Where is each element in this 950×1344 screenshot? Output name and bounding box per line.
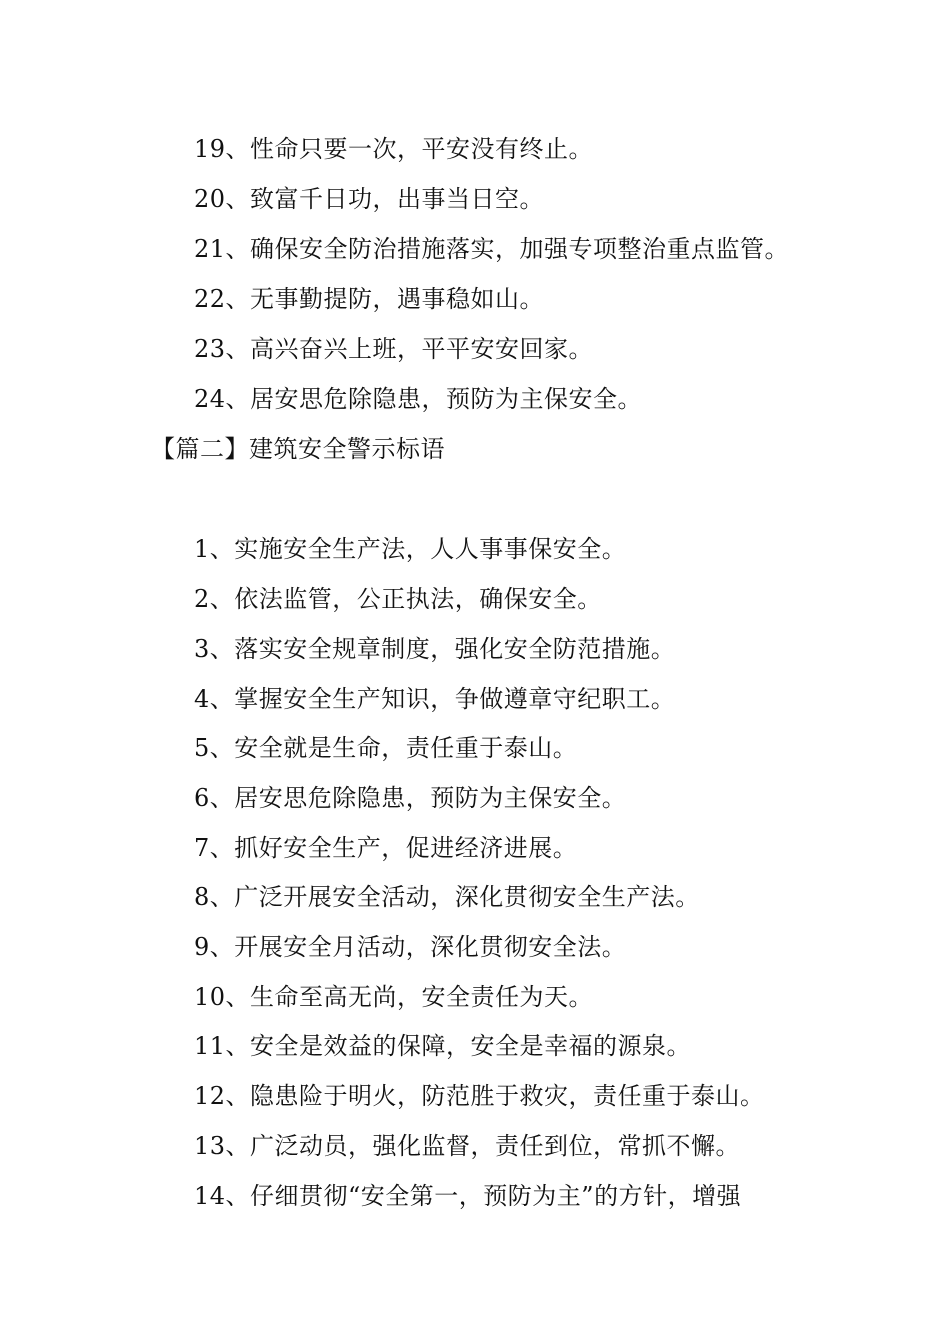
list-item: 23、高兴奋兴上班，平平安安回家。 [194, 335, 594, 363]
list-item: 7、抓好安全生产，促进经济进展。 [194, 834, 578, 862]
list-item: 19、性命只要一次，平安没有终止。 [194, 135, 594, 163]
list-item: 1、实施安全生产法，人人事事保安全。 [194, 535, 627, 563]
list-item: 5、安全就是生命，责任重于泰山。 [194, 734, 578, 762]
list-item: 10、生命至高无尚，安全责任为天。 [194, 983, 594, 1011]
list-item: 6、居安思危除隐患，预防为主保安全。 [194, 784, 627, 812]
list-item: 20、致富千日功，出事当日空。 [194, 185, 545, 213]
list-item: 22、无事勤提防，遇事稳如山。 [194, 285, 545, 313]
list-item: 12、隐患险于明火，防范胜于救灾，责任重于泰山。 [194, 1082, 765, 1110]
list-item: 3、落实安全规章制度，强化安全防范措施。 [194, 635, 676, 663]
section-heading: 【篇二】建筑安全警示标语 [151, 435, 445, 463]
list-item: 24、居安思危除隐患，预防为主保安全。 [194, 385, 643, 413]
list-item: 14、仔细贯彻“安全第一，预防为主”的方针，增强 [194, 1182, 742, 1210]
list-item: 2、依法监管，公正执法，确保安全。 [194, 585, 602, 613]
list-item: 8、广泛开展安全活动，深化贯彻安全生产法。 [194, 883, 700, 911]
list-item: 9、开展安全月活动，深化贯彻安全法。 [194, 933, 627, 961]
list-item: 4、掌握安全生产知识，争做遵章守纪职工。 [194, 685, 676, 713]
list-item: 21、确保安全防治措施落实，加强专项整治重点监管。 [194, 235, 790, 263]
list-item: 11、安全是效益的保障，安全是幸福的源泉。 [194, 1032, 692, 1060]
list-item: 13、广泛动员，强化监督，责任到位，常抓不懈。 [194, 1132, 741, 1160]
